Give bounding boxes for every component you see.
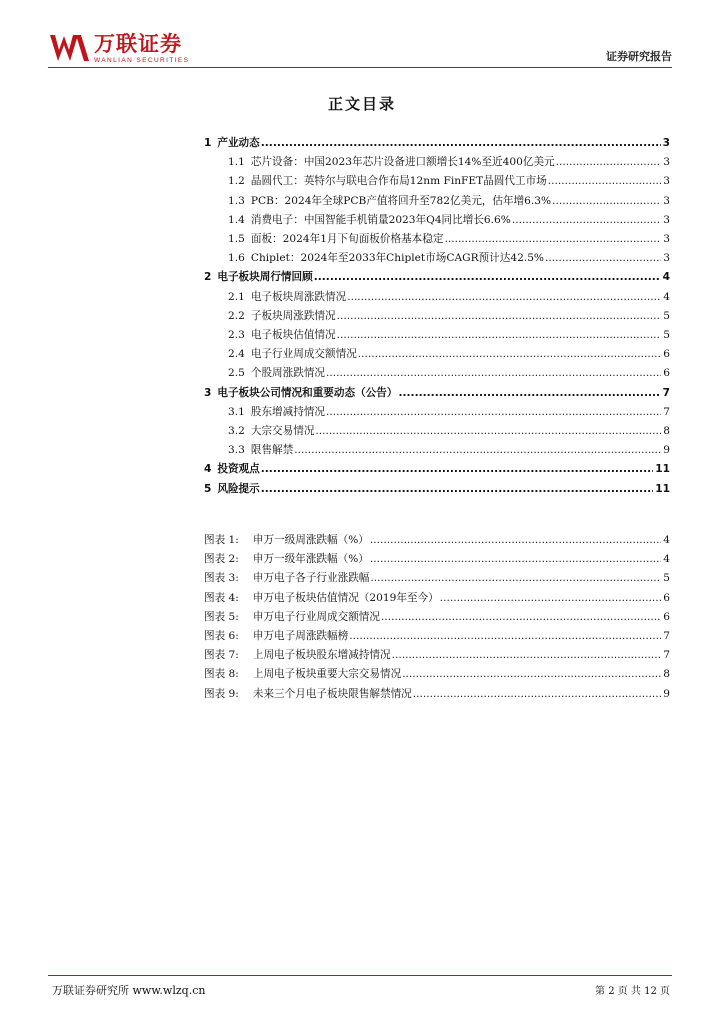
dot-leader xyxy=(349,630,661,642)
dot-leader xyxy=(261,483,654,495)
dot-leader xyxy=(347,291,661,303)
figure-entry[interactable] xyxy=(204,628,670,644)
toc-entry-number: 1 xyxy=(204,137,212,149)
figure-entry-page: 6 xyxy=(663,591,670,604)
dot-leader xyxy=(402,668,661,680)
toc-entry-page: 8 xyxy=(663,425,670,437)
toc-entry-page: 3 xyxy=(663,252,670,265)
toc-entry-number: 2.1 xyxy=(228,290,245,303)
toc-entry-number: 1.6 xyxy=(228,252,245,265)
toc-entry-label: 股东增减持情况 xyxy=(250,405,326,418)
dot-leader xyxy=(545,252,661,264)
toc-entry[interactable] xyxy=(204,461,670,477)
figure-entry-label: 申万一级年涨跌幅（%） xyxy=(252,553,369,566)
toc-entry-label: 大宗交易情况 xyxy=(250,425,315,437)
toc-entry-number: 1.5 xyxy=(228,233,245,245)
figure-entry-number: 图表 9: xyxy=(204,687,239,700)
dot-leader xyxy=(370,572,661,584)
figure-entry-page: 4 xyxy=(663,534,670,546)
figure-entry-label: 申万电子板块估值情况（2019年至今） xyxy=(252,591,439,604)
toc-entry-number: 4 xyxy=(204,463,212,476)
dot-leader xyxy=(326,367,661,379)
figure-entry-number: 图表 1: xyxy=(204,534,239,546)
dot-leader xyxy=(315,425,661,437)
dot-leader xyxy=(314,271,661,283)
toc-entry-number: 2.2 xyxy=(228,309,245,322)
dot-leader xyxy=(370,553,661,565)
toc-entry[interactable] xyxy=(204,423,670,439)
toc-entry-number: 5 xyxy=(204,482,212,495)
toc-entry-label: 电子板块估值情况 xyxy=(250,329,336,341)
toc-entry-page: 9 xyxy=(663,444,670,457)
toc-entry-label: 面板：2024年1月下旬面板价格基本稳定 xyxy=(250,233,444,245)
toc-entry-label: 晶圆代工：英特尔与联电合作布局12nm FinFET晶圆代工市场 xyxy=(250,175,547,188)
toc-entry[interactable] xyxy=(204,308,670,324)
toc-entry-page: 7 xyxy=(663,405,670,418)
toc-entry-label: 芯片设备：中国2023年芯片设备进口额增长14%至近400亿美元 xyxy=(250,156,555,169)
figure-entry-number: 图表 6: xyxy=(204,630,239,642)
dot-leader xyxy=(512,214,661,226)
dot-leader xyxy=(548,175,661,187)
dot-leader xyxy=(337,329,662,341)
dot-leader xyxy=(413,688,661,700)
figure-entry-label: 上周电子板块股东增减持情况 xyxy=(252,649,391,662)
toc-entry-label: 限售解禁 xyxy=(250,444,294,457)
figure-entry[interactable] xyxy=(204,551,670,567)
toc-entry-page: 11 xyxy=(655,463,670,476)
figure-entry-page: 6 xyxy=(663,610,670,623)
toc-entry-number: 2.5 xyxy=(228,367,245,380)
toc-entry-page: 3 xyxy=(662,137,670,149)
toc-entry-label: 电子行业周成交额情况 xyxy=(250,348,357,361)
toc-entry-number: 2.4 xyxy=(228,348,245,361)
toc-entry-label: 风险提示 xyxy=(217,482,260,495)
toc-entry-page: 3 xyxy=(663,156,670,169)
figure-entry[interactable] xyxy=(204,609,670,625)
dot-leader xyxy=(440,592,662,604)
figure-entry[interactable] xyxy=(204,686,670,702)
dot-leader xyxy=(261,137,661,149)
toc-entry-number: 3.1 xyxy=(228,405,245,418)
page-number: 第 2 页 共 12 页 xyxy=(595,986,670,997)
toc-entry-page: 7 xyxy=(662,386,670,399)
toc-entry-number: 1.2 xyxy=(228,175,245,188)
toc-entry-page: 11 xyxy=(655,482,670,495)
figure-entry-number: 图表 2: xyxy=(204,553,239,566)
toc-entry[interactable] xyxy=(204,154,670,170)
toc-entry-number: 2 xyxy=(204,271,212,284)
toc-entry[interactable] xyxy=(204,289,670,305)
figure-entry-page: 9 xyxy=(663,687,670,700)
figure-entry-number: 图表 3: xyxy=(204,572,239,585)
toc-entry-page: 6 xyxy=(663,348,670,361)
toc-entry[interactable] xyxy=(204,442,670,458)
toc-entry[interactable] xyxy=(204,250,670,266)
toc-entry-number: 3.2 xyxy=(228,425,245,437)
toc-entry-label: 子板块周涨跌情况 xyxy=(250,309,336,322)
figure-entry-page: 4 xyxy=(663,553,670,566)
toc-entry-page: 3 xyxy=(663,213,670,226)
toc-entry[interactable] xyxy=(204,346,670,362)
figure-entry-label: 申万一级周涨跌幅（%） xyxy=(252,534,369,546)
toc-entry[interactable] xyxy=(204,385,670,401)
toc-entry-label: 电子板块周行情回顾 xyxy=(217,271,313,284)
toc-entry[interactable] xyxy=(204,212,670,228)
dot-leader xyxy=(261,463,654,475)
figure-entry[interactable] xyxy=(204,647,670,663)
toc-entry[interactable] xyxy=(204,481,670,497)
toc-entry-page: 5 xyxy=(663,329,670,341)
figure-entry-page: 5 xyxy=(663,572,670,585)
wanlian-logo-icon xyxy=(48,33,90,63)
footer-source: 万联证券研究所 www.wlzq.cn xyxy=(52,984,206,997)
dot-leader xyxy=(294,444,661,456)
figure-entry[interactable] xyxy=(204,666,670,682)
figure-entry-label: 申万电子行业周成交额情况 xyxy=(252,610,380,623)
toc-entry[interactable] xyxy=(204,173,670,189)
header-divider xyxy=(48,67,672,68)
toc-entry-label: Chiplet：2024年至2033年Chiplet市场CAGR预计达42.5% xyxy=(250,252,544,265)
toc-entry-label: 个股周涨跌情况 xyxy=(250,367,326,380)
toc-entry[interactable] xyxy=(204,327,670,343)
figure-entry[interactable] xyxy=(204,590,670,606)
toc-entry-label: PCB：2024年全球PCB产值将回升至782亿美元，估年增6.3% xyxy=(250,194,552,207)
dot-leader xyxy=(556,156,662,168)
toc-entry-page: 4 xyxy=(663,290,670,303)
figure-entry-number: 图表 8: xyxy=(204,668,239,681)
toc-entry-number: 1.1 xyxy=(228,156,245,169)
toc-entry-label: 消费电子：中国智能手机销量2023年Q4同比增长6.6% xyxy=(250,213,511,226)
dot-leader xyxy=(326,406,661,418)
toc-entry[interactable] xyxy=(204,269,670,285)
logo-text-en: WANLIAN SECURITIES xyxy=(94,57,190,64)
dot-leader xyxy=(358,348,661,360)
page-header xyxy=(48,28,672,68)
toc-entry[interactable] xyxy=(204,135,670,151)
dot-leader xyxy=(381,611,661,623)
toc-entry-label: 电子板块周涨跌情况 xyxy=(250,290,347,303)
toc-entry-number: 1.3 xyxy=(228,194,245,207)
logo-text-cn: 万联证券 xyxy=(94,32,182,56)
page-title: 正文目录 xyxy=(327,95,396,113)
dot-leader xyxy=(398,387,660,399)
figure-entry[interactable] xyxy=(204,532,670,548)
toc-entry-page: 3 xyxy=(663,175,670,188)
toc-entry[interactable] xyxy=(204,193,670,209)
figure-entry[interactable] xyxy=(204,570,670,586)
toc-entry-number: 1.4 xyxy=(228,213,245,226)
figure-entry-page: 7 xyxy=(663,649,670,662)
dot-leader xyxy=(392,649,662,661)
figure-entry-label: 申万电子周涨跌幅榜 xyxy=(252,630,349,642)
figure-entry-number: 图表 5: xyxy=(204,610,239,623)
toc-entry-number: 2.3 xyxy=(228,329,245,341)
figure-entry-label: 上周电子板块重要大宗交易情况 xyxy=(252,668,402,681)
toc-entry-label: 电子板块公司情况和重要动态（公告） xyxy=(217,386,398,399)
dot-leader xyxy=(370,534,661,546)
toc-entry[interactable] xyxy=(204,365,670,381)
toc-entry-number: 3.3 xyxy=(228,444,245,457)
toc-entry[interactable] xyxy=(204,231,670,247)
report-type-label: 证券研究报告 xyxy=(606,50,672,63)
figure-entry-number: 图表 4: xyxy=(204,591,239,604)
dot-leader xyxy=(552,195,661,207)
toc-entry-page: 3 xyxy=(663,194,670,207)
figure-entry-page: 8 xyxy=(663,668,670,681)
toc-entry-label: 产业动态 xyxy=(217,137,260,149)
toc-entry[interactable] xyxy=(204,404,670,420)
footer-divider xyxy=(48,975,672,976)
toc-entry-page: 3 xyxy=(663,233,670,245)
toc-entry-page: 4 xyxy=(662,271,670,284)
toc-entry-number: 3 xyxy=(204,386,212,399)
dot-leader xyxy=(444,233,661,245)
toc-entry-label: 投资观点 xyxy=(217,463,260,476)
figure-entry-page: 7 xyxy=(663,630,670,642)
figure-entry-label: 申万电子各子行业涨跌幅 xyxy=(252,572,370,585)
figure-entry-number: 图表 7: xyxy=(204,649,239,662)
dot-leader xyxy=(337,310,662,322)
figure-entry-label: 未来三个月电子板块限售解禁情况 xyxy=(252,687,412,700)
toc-entry-page: 5 xyxy=(663,309,670,322)
toc-entry-page: 6 xyxy=(663,367,670,380)
